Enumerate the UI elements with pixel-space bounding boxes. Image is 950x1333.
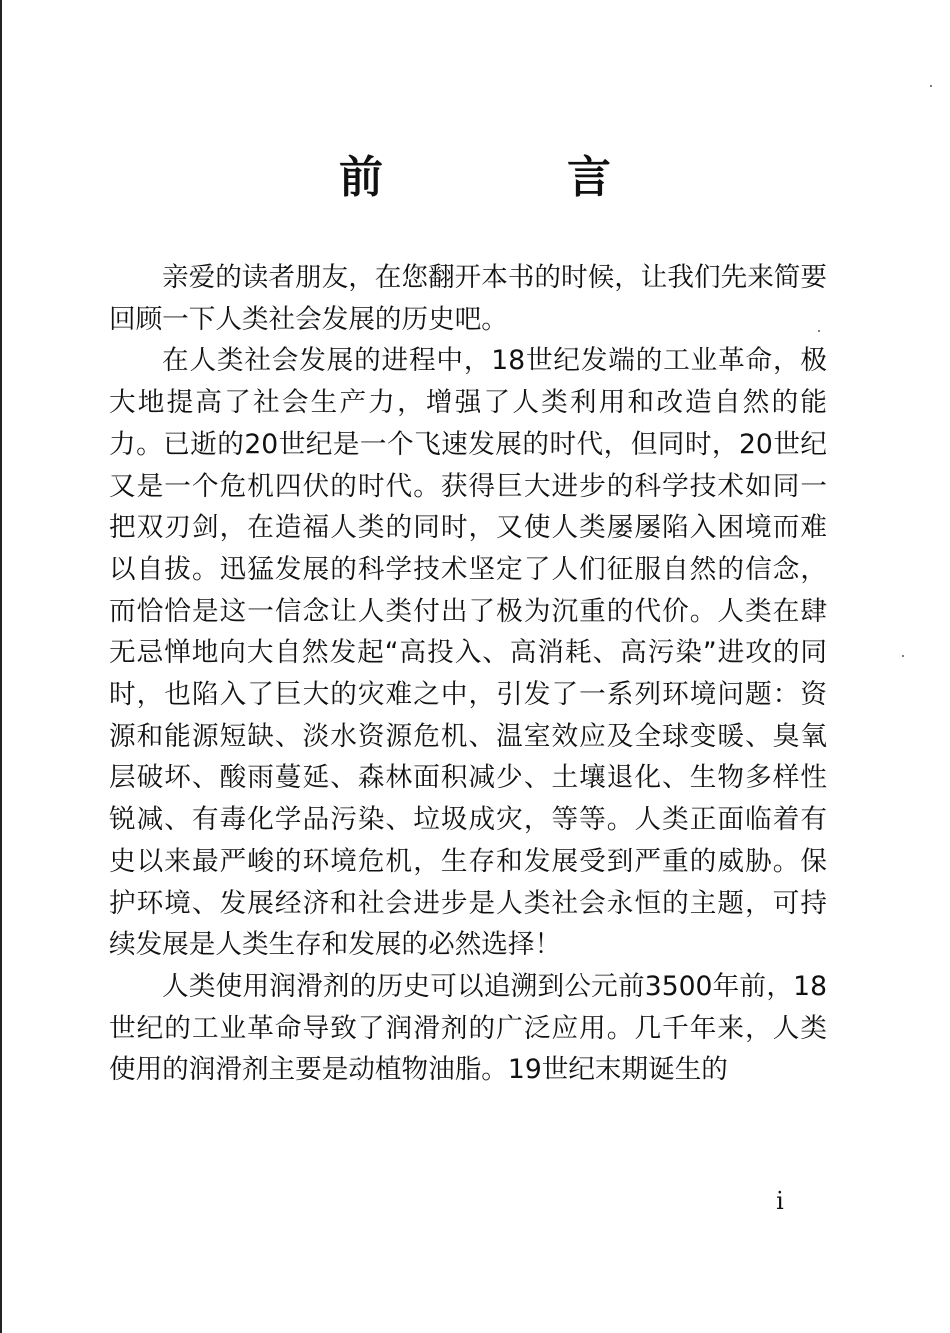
scan-speck xyxy=(930,85,932,87)
scan-speck xyxy=(902,655,904,657)
scan-speck xyxy=(818,330,820,332)
body-text xyxy=(109,257,827,1091)
paragraph-3: 人类使用润滑剂的历史可以追溯到公元前3500年前，18世纪的工业革命导致了润滑剂的广泛应用。几千年来，人类使用的润滑剂主要是动植物油脂。19世纪末期诞生的 xyxy=(109,970,827,1086)
page-title: 前 言 xyxy=(339,152,681,203)
paragraph-1: 亲爱的读者朋友，在您翻开本书的时候，让我们先来简要回顾一下人类社会发展的历史吧。 xyxy=(109,262,827,335)
paragraph-2: 在人类社会发展的进程中，18世纪发端的工业革命，极大地提高了社会生产力，增强了人类利用和改造自然的能力。已逝的20世纪是一个飞速发展的时代，但同时，20世纪又是一个危机四伏的时代。获得巨大进步的科学技术如同一把双刃剑，在造福人类的同时，又使人类屡屡陷入困境而难以自拔。迅猛发展的科学技术坚定了人们征服自然的信念，而恰恰是这一信念让人类付出了极为沉重的代价。人类在肆无忌惮地向大自然发起“高投入、高消耗、高污染”进攻的同时，也陷入了巨大的灾难之中，引发了一系列环境问题：资源和能源短缺、淡水资源危机、温室效应及全球变暖、臭氧层破坏、酸雨蔓延、森林面积减少、土壤退化、生物多样性锐减、有毒化学品污染、垃圾成灾，等等。人类正面临着有史以来最严峻的环境危机，生存和发展受到严重的威胁。保护环境、发展经济和社会进步是人类社会永恒的主题，可持续发展是人类生存和发展的必然选择！ xyxy=(109,345,827,961)
page-number: i xyxy=(776,1187,784,1215)
